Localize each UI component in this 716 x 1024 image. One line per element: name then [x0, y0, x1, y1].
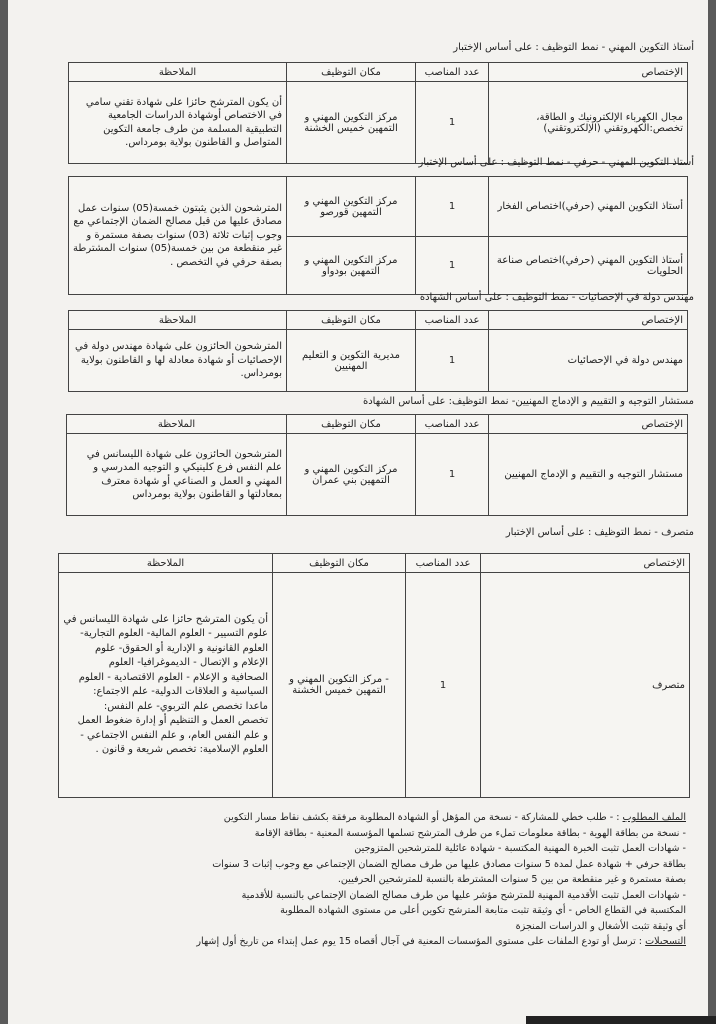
- files-line-4: بطاقة حرفي + شهادة عمل لمدة 5 سنوات مصادق عليها من طرف مصالح الضمان الإجتماعي مع وجوب إثبات 3 سنوات: [212, 858, 686, 870]
- files-line-3: - شهادات العمل تثبت الخبرة المهنية المكتسبة - شهادة عائلية للمترشحين المتزوجين: [354, 843, 686, 854]
- header-posts: عدد المناصب: [406, 554, 481, 573]
- section-5-table: [58, 553, 690, 798]
- header-place: مكان التوظيف: [287, 415, 416, 434]
- section-1-title: أستاذ التكوين المهني - نمط التوظيف : على أساس الإختبار: [453, 42, 694, 53]
- files-text: : - طلب خطي للمشاركة - نسخة من المؤهل أو الشهادة المطلوبة مرفقة بكشف نقاط مسار التكوين: [223, 812, 620, 823]
- note-line: العلوم القانونية و الإدارية أو الحقوق- علوم: [94, 642, 268, 654]
- cell-posts: 1: [416, 82, 489, 164]
- cell-specialty: أستاذ التكوين المهني (حرفي)اختصاص الفخار: [489, 177, 688, 237]
- files-line-6: - شهادات العمل تثبت الأقدمية المهنية للمترشح مؤشر عليها من طرف مصالح الضمان الإجتماعي بالنسبة للأقدمية: [241, 889, 686, 901]
- registration-line: [48, 934, 686, 950]
- cell-posts: 1: [416, 330, 489, 392]
- note-line: علوم التسيير - العلوم المالية- العلوم التجارية-: [80, 628, 268, 639]
- files-label: الملف المطلوب: [622, 812, 686, 823]
- header-note: الملاحظة: [69, 63, 287, 82]
- cell-note: [59, 573, 273, 798]
- header-specialty: الإختصاص: [481, 554, 690, 573]
- cell-posts: 1: [416, 434, 489, 516]
- cell-place: مركز التكوين المهني و التمهين بودواو: [287, 237, 416, 295]
- section-3-table: [68, 310, 688, 392]
- files-line-1: [48, 810, 686, 826]
- section-4-title: مستشار التوجيه و التقييم و الإدماج المهنيين- نمط التوظيف: على أساس الشهادة: [362, 396, 694, 407]
- note-line: أن يكون المترشح حائزا على شهادة الليسانس في: [63, 613, 268, 625]
- header-note: الملاحظة: [67, 415, 287, 434]
- section-2-table: [68, 176, 688, 295]
- note-line: ماعدا تخصص علم التربوي- علم النفس:: [103, 700, 268, 712]
- header-specialty: الإختصاص: [489, 415, 688, 434]
- required-files: [48, 810, 686, 950]
- cell-note: المترشحون الحائزون على شهادة مهندس دولة في الإحصائيات أو شهادة معادلة لها و القاطنون بولاية بومرداس.: [69, 330, 287, 392]
- header-note: الملاحظة: [69, 311, 287, 330]
- cell-posts: 1: [416, 177, 489, 237]
- note-line: تخصص العمل و التنظيم أو إدارة ضغوط العمل: [77, 715, 268, 726]
- section-5-title: متصرف - نمط التوظيف : على أساس الإختبار: [505, 527, 694, 538]
- files-line-2: - نسخة من بطاقة الهوية - بطاقة معلومات تملء من طرف المترشح تسلمها المؤسسة المعنية - بطاقة الإقامة: [254, 827, 686, 839]
- document-page: [8, 0, 708, 1024]
- cell-specialty: مهندس دولة في الإحصائيات: [489, 330, 688, 392]
- cell-note: أن يكون المترشح حائزا على شهادة تقني سامي في الاختصاص أوشهادة الدراسات الجامعية التطبيقية المسلمة من طرف جامعة التكوين المتواصل و القاطنون بولاية بومرداس.: [69, 82, 287, 164]
- header-place: مكان التوظيف: [287, 63, 416, 82]
- note-line: الصحافية و الإعلام - العلوم الاقتصادية - العلوم: [78, 671, 268, 683]
- cell-specialty: مستشار التوجيه و التقييم و الإدماج المهنيين: [489, 434, 688, 516]
- cell-posts: 1: [416, 237, 489, 295]
- cell-note: المترشحون الحائزون على شهادة الليسانس في علم النفس فرع كلينيكي و التوجيه المدرسي و المهني و العمل و الصناعي أو شهادة معترف بمعادلتها و القاطنون بولاية بومرداس: [67, 434, 287, 516]
- section-3-title: مهندس دولة في الإحصائيات - نمط التوظيف : على أساس الشهادة: [419, 292, 694, 303]
- cell-specialty: متصرف: [481, 573, 690, 798]
- header-place: مكان التوظيف: [287, 311, 416, 330]
- header-posts: عدد المناصب: [416, 415, 489, 434]
- registration-label: التسجيلات: [645, 936, 686, 947]
- cell-place: مركز التكوين المهني و التمهين بني عمران: [287, 434, 416, 516]
- cell-specialty: أستاذ التكوين المهني (حرفي)اختصاص صناعة الحلويات: [489, 237, 688, 295]
- files-line-5: بصفة مستمرة و غير منقطعة من بين 5 سنوات المشترطة بالنسبة للمترشحين الحرفيين.: [337, 874, 686, 885]
- header-note: الملاحظة: [59, 554, 273, 573]
- cell-place: - مركز التكوين المهني و التمهين خميس الخشنة: [273, 573, 406, 798]
- note-line: العلوم الإسلامية: تخصص شريعة و قانون .: [95, 744, 268, 755]
- note-line: السياسية و العلاقات الدولية- علم الاجتماع:: [93, 686, 268, 697]
- cell-place: مديرية التكوين و التعليم المهنيين: [287, 330, 416, 392]
- cell-specialty: مجال الكهرباء الإلكترونيك و الطاقة، تخصص:الكهروتقني (الإلكتروتقني): [489, 82, 688, 164]
- section-2-title: أستاذ التكوين المهني - حرفي - نمط التوظيف : على أساس الإختبار: [418, 157, 694, 168]
- files-line-8: أي وثيقة تثبت الأشغال و الدراسات المنجزة: [515, 920, 686, 932]
- cell-place: مركز التكوين المهني و التمهين قورصو: [287, 177, 416, 237]
- note-line: و علم النفس العام، و علم النفس الاجتماعي -: [80, 729, 268, 741]
- note-line: الإعلام و الإتصال - الديموغرافيا- العلوم: [108, 657, 268, 668]
- registration-text: : ترسل أو تودع الملفات على مستوى المؤسسات المعنية في آجال أقصاه 15 يوم عمل إبتداء من تاريخ أول إشهار: [196, 936, 643, 947]
- header-posts: عدد المناصب: [416, 311, 489, 330]
- cell-place: مركز التكوين المهني و التمهين خميس الخشنة: [287, 82, 416, 164]
- cell-posts: 1: [406, 573, 481, 798]
- files-line-7: المكتسبة في القطاع الخاص - أي وثيقة تثبت متابعة المترشح تكوين أعلى من مستوى الشهادة المطلوبة: [280, 905, 686, 916]
- cell-note: المترشحون الذين يثبتون خمسة(05) سنوات عمل مصادق عليها من قبل مصالح الضمان الإجتماعي مع وجوب إثبات ثلاثة (03) سنوات بصفة مستمرة و غير منقطعة من بين خمسة(05) سنوات المشترطة بصفة حرفي في التخصص .: [69, 177, 287, 295]
- page-shadow: [526, 1016, 716, 1024]
- section-4-table: [66, 414, 688, 516]
- header-posts: عدد المناصب: [416, 63, 489, 82]
- header-specialty: الإختصاص: [489, 63, 688, 82]
- section-1-table: [68, 62, 688, 164]
- header-specialty: الإختصاص: [489, 311, 688, 330]
- header-place: مكان التوظيف: [273, 554, 406, 573]
